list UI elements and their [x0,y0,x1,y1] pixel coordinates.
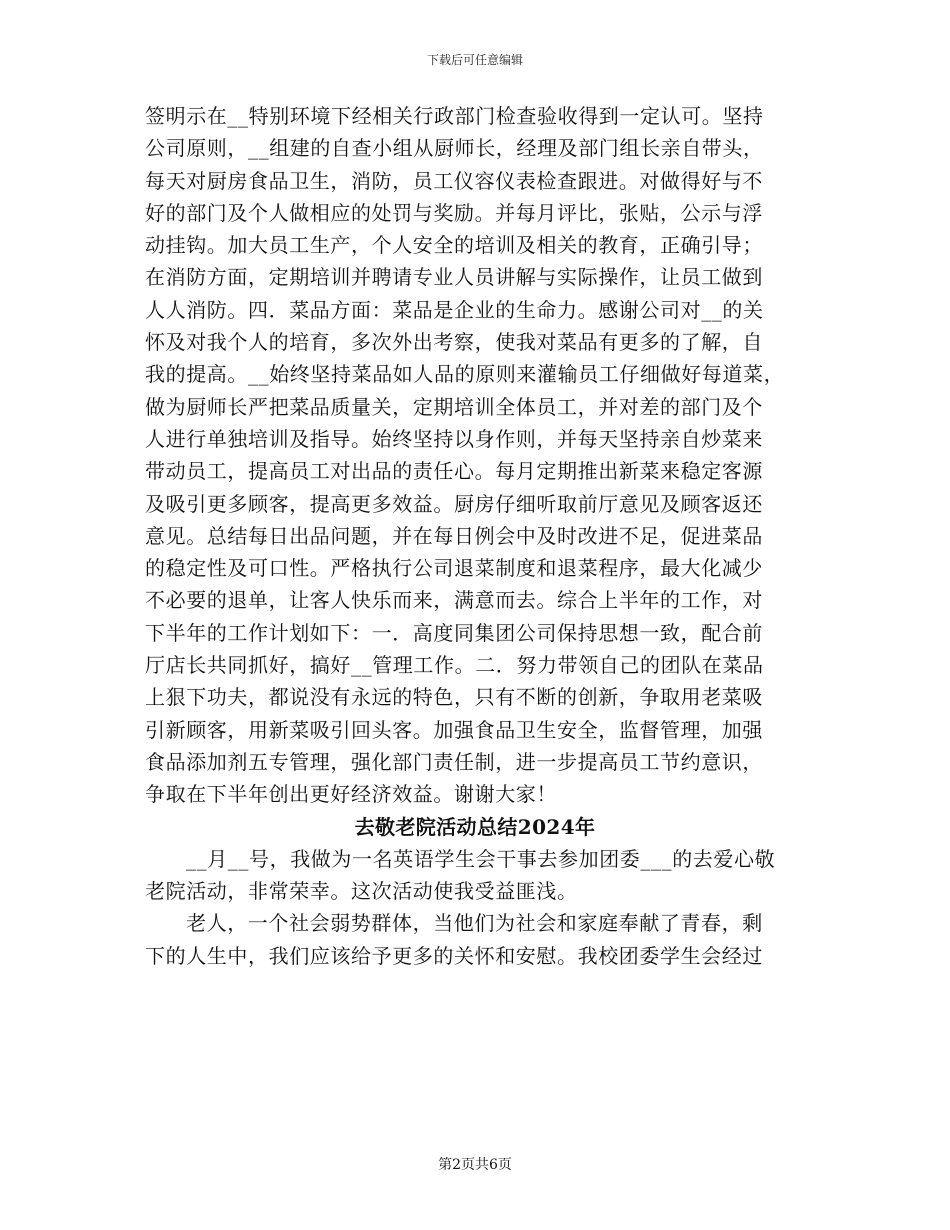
body-line: 下半年的工作计划如下：一．高度同集团公司保持思想一致，配合前 [145,620,763,645]
section-line: 老人，一个社会弱势群体，当他们为社会和家庭奉献了青春，剩 [186,911,763,936]
body-line: 的稳定性及可口性。严格执行公司退菜制度和退菜程序，最大化减少 [145,556,763,581]
document-body [145,100,805,972]
body-line: 带动员工，提高员工对出品的责任心。每月定期推出新菜来稳定客源 [145,459,763,484]
body-line: 人进行单独培训及指导。始终坚持以身作则，并每天坚持亲自炒菜来 [145,426,763,451]
body-line: 争取在下半年创出更好经济效益。谢谢大家！ [145,782,557,807]
section-title: 去敬老院活动总结2024年 [354,814,596,839]
body-line: 不必要的退单，让客人快乐而来，满意而去。综合上半年的工作，对 [145,588,763,613]
body-line: 做为厨师长严把菜品质量关，定期培训全体员工，并对差的部门及个 [145,394,763,419]
body-line: 怀及对我个人的培育，多次外出考察，使我对菜品有更多的了解，自 [145,330,763,355]
section-line: 老院活动，非常荣幸。这次活动使我受益匪浅。 [145,879,578,904]
body-line: 上狠下功夫，都说没有永远的特色，只有不断的创新，争取用老菜吸 [145,685,763,710]
body-line: 公司原则，__组建的自查小组从厨师长，经理及部门组长亲自带头， [145,136,764,161]
body-line: 我的提高。__始终坚持菜品如人品的原则来灌输员工仔细做好每道菜， [145,362,785,387]
body-line: 动挂钩。加大员工生产，个人安全的培训及相关的教育，正确引导； [145,233,763,258]
page-header: 下载后可任意编辑 [426,53,523,67]
body-line: 好的部门及个人做相应的处罚与奖励。并每月评比，张贴，公示与浮 [145,200,763,225]
body-line: 厅店长共同抓好，搞好__管理工作。二．努力带领自己的团队在菜品 [145,653,764,678]
body-line: 签明示在__特别环境下经相关行政部门检查验收得到一定认可。坚持 [145,104,764,128]
section-line: 下的人生中，我们应该给予更多的关怀和安慰。我校团委学生会经过 [145,943,763,968]
body-line: 每天对厨房食品卫生，消防，员工仪容仪表检查跟进。对做得好与不 [145,168,763,193]
body-line: 意见。总结每日出品问题，并在每日例会中及时改进不足，促进菜品 [145,523,763,548]
body-line: 在消防方面，定期培训并聘请专业人员讲解与实际操作，让员工做到 [145,265,763,290]
page-footer: 第2页共6页 [438,1157,512,1173]
body-line: 引新顾客，用新菜吸引回头客。加强食品卫生安全，监督管理，加强 [145,717,763,742]
section-line: __月__号，我做为一名英语学生会干事去参加团委___的去爱心敬 [186,846,776,871]
body-line: 食品添加剂五专管理，强化部门责任制，进一步提高员工节约意识， [145,749,763,774]
body-line: 人人消防。四．菜品方面：菜品是企业的生命力。感谢公司对__的关 [145,297,764,322]
body-line: 及吸引更多顾客，提高更多效益。厨房仔细听取前厅意见及顾客返还 [145,491,763,516]
